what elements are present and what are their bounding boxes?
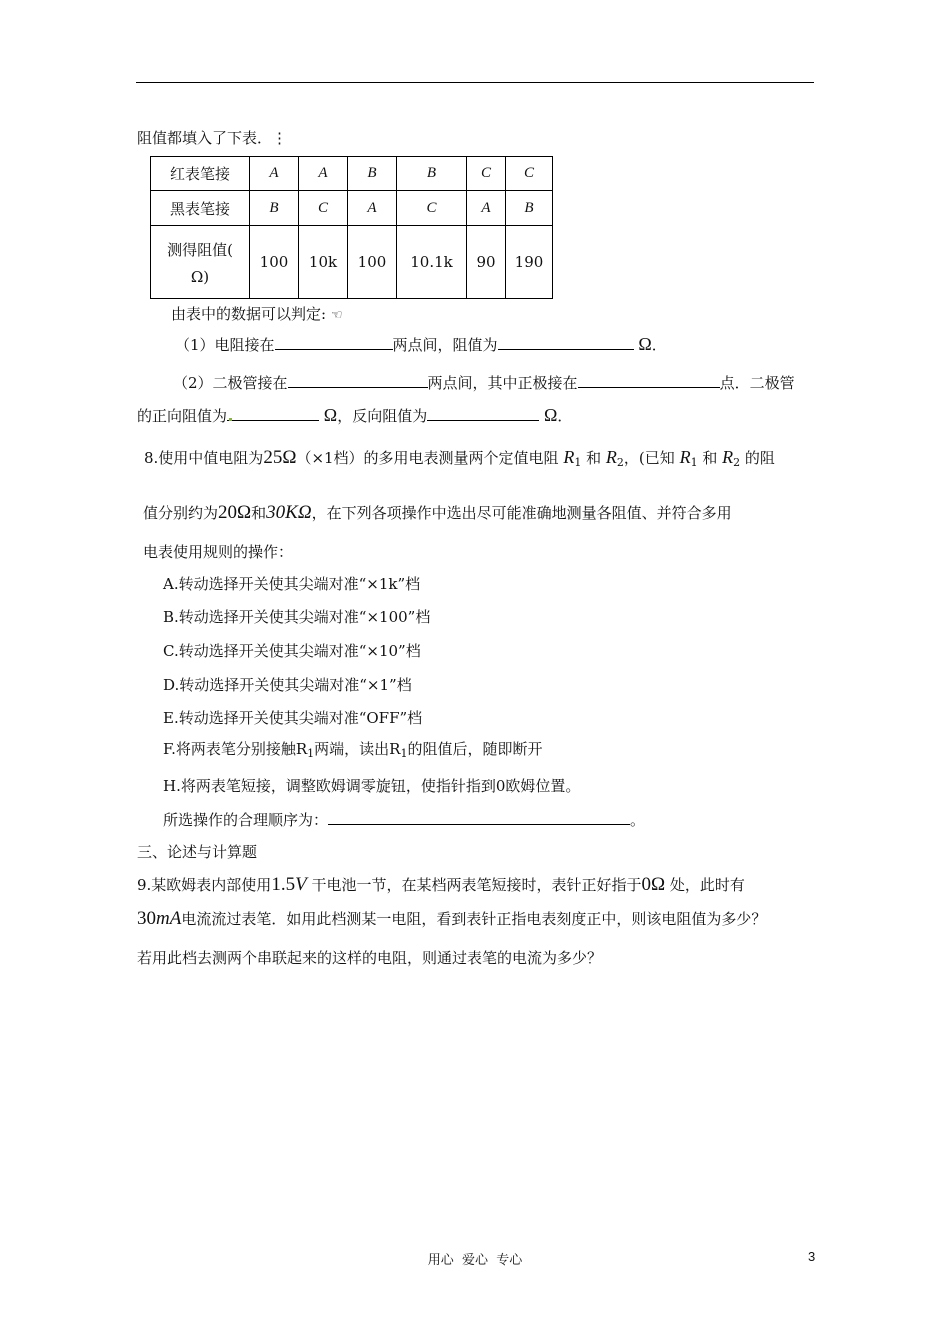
q8-text-a: 8.使用中值电阻为 xyxy=(144,449,264,467)
q8-text-f: ，在下列各项操作中选出尽可能准确地测量各阻值、并符合多用 xyxy=(311,504,732,522)
answer-blank[interactable] xyxy=(275,334,393,350)
cell: C xyxy=(397,191,467,226)
question-8-line-3: 电表使用规则的操作： xyxy=(143,543,294,561)
cell: A xyxy=(467,191,506,226)
question-9-line-3: 若用此档去测两个串联起来的这样的电阻，则通过表笔的电流为多少？ xyxy=(137,949,603,967)
intro-text: 阻值都填入了下表．⋮ xyxy=(137,129,288,147)
q2b-text-b: ，反向阻值为 xyxy=(337,407,428,425)
cell: 190 xyxy=(506,226,553,299)
question-9-line-1 xyxy=(137,872,745,898)
math-0-ohm: 0Ω xyxy=(641,874,666,895)
q1-text-b: 两点间，阻值为 xyxy=(392,336,498,354)
table-conclusion xyxy=(171,303,343,327)
answer-blank[interactable] xyxy=(328,809,630,825)
math-20-ohm: 20Ω xyxy=(218,502,252,523)
option-c: C.转动选择开关使其尖端对准“×10”档 xyxy=(163,642,421,660)
answer-blank[interactable] xyxy=(427,405,539,421)
cell: C xyxy=(506,157,553,191)
order-text: 所选操作的合理顺序为： xyxy=(163,811,329,829)
question-2 xyxy=(173,372,795,394)
cell: B xyxy=(397,157,467,191)
row-label-line2: Ω) xyxy=(190,267,210,286)
math-r: R xyxy=(563,447,575,467)
math-sub: 2 xyxy=(733,456,741,469)
row-label-red: 红表笔接 xyxy=(151,157,250,191)
option-f-text-b: 两端，读出R xyxy=(314,740,401,758)
q8-and: 和 xyxy=(586,449,602,467)
question-2-continued xyxy=(137,404,572,427)
q9-text-a: 9.某欧姆表内部使用 xyxy=(137,876,272,894)
math-1-5: 1.5 xyxy=(271,874,296,895)
order-question xyxy=(163,809,645,831)
q8-text-d: 的阻 xyxy=(744,449,775,467)
q1-end: ． xyxy=(651,336,667,354)
q2-text-a: （2）二极管接在 xyxy=(173,374,288,392)
conclusion-text: 由表中的数据可以判定: xyxy=(171,305,327,323)
q8-and: 和 xyxy=(702,449,718,467)
option-f xyxy=(163,738,542,762)
subscript: 1 xyxy=(307,747,315,760)
table-row-red xyxy=(151,157,553,191)
ohm-unit: Ω xyxy=(638,334,652,354)
option-h: H.将两表笔短接，调整欧姆调零旋钮，使指针指到0欧姆位置。 xyxy=(163,777,581,795)
table-row-values xyxy=(151,226,553,299)
q2-text-b: 两点间，其中正极接在 xyxy=(427,374,578,392)
option-d: D.转动选择开关使其尖端对准“×1”档 xyxy=(163,676,412,694)
q9-text-b: 干电池一节，在某档两表笔短接时，表针正好指于 xyxy=(311,876,642,894)
q8-text-b: （×1档）的多用电表测量两个定值电阻 xyxy=(296,449,559,467)
option-b: B.转动选择开关使其尖端对准“×100”档 xyxy=(163,608,431,626)
math-sub: 1 xyxy=(690,456,698,469)
cell: B xyxy=(250,191,299,226)
cell: C xyxy=(299,191,348,226)
cell: 10.1k xyxy=(397,226,467,299)
math-25-ohm: 25Ω xyxy=(263,447,297,468)
q1-text-a: （1）电阻接在 xyxy=(175,336,275,354)
math-sub: 1 xyxy=(574,456,582,469)
option-f-text-c: 的阻值后，随即断开 xyxy=(407,740,543,758)
option-e: E.转动选择开关使其尖端对准“OFF”档 xyxy=(163,709,423,727)
q8-and: 和 xyxy=(251,504,267,522)
question-8-line-2 xyxy=(143,500,732,526)
row-label-line1: 测得阻值( xyxy=(167,240,233,259)
math-v: V xyxy=(295,874,307,895)
cell: 100 xyxy=(250,226,299,299)
cell: B xyxy=(506,191,553,226)
cell: 100 xyxy=(348,226,397,299)
math-ma: mA xyxy=(156,908,182,929)
mark-dot xyxy=(229,418,232,421)
q2b-text-a: 的正向阻值为 xyxy=(137,407,228,425)
q8-text-e: 值分别约为 xyxy=(143,504,219,522)
cell: A xyxy=(299,157,348,191)
math-r: R xyxy=(722,447,734,467)
ohm-unit: Ω xyxy=(323,405,338,425)
cell: B xyxy=(348,157,397,191)
q2b-end: ． xyxy=(557,407,573,425)
q9-text-c: 处，此时有 xyxy=(669,876,745,894)
ohm-unit: Ω xyxy=(543,405,558,425)
cell: A xyxy=(348,191,397,226)
q2-text-c: 点．二极管 xyxy=(719,374,795,392)
cell: 10k xyxy=(299,226,348,299)
order-end: 。 xyxy=(630,811,646,829)
row-label-resistance xyxy=(151,226,250,299)
answer-blank[interactable] xyxy=(578,372,720,388)
cell: A xyxy=(250,157,299,191)
math-r: R xyxy=(605,447,617,467)
answer-blank[interactable] xyxy=(227,405,319,421)
math-r: R xyxy=(679,447,691,467)
header-rule xyxy=(136,82,814,83)
page-footer: 用心 爱心 专心 xyxy=(427,1253,523,1268)
page-number: 3 xyxy=(808,1249,816,1264)
cell: C xyxy=(467,157,506,191)
math-sub: 2 xyxy=(616,456,624,469)
subscript: 1 xyxy=(400,747,408,760)
option-f-text-a: F.将两表笔分别接触R xyxy=(163,740,308,758)
answer-blank[interactable] xyxy=(288,372,428,388)
measurement-table xyxy=(150,156,553,299)
question-1 xyxy=(175,333,667,356)
question-9-line-2 xyxy=(137,906,766,932)
math-30: 30 xyxy=(137,908,156,929)
math-30k-ohm: 30KΩ xyxy=(266,502,312,523)
question-8-line-1 xyxy=(144,444,775,473)
row-label-black: 黑表笔接 xyxy=(151,191,250,226)
q9-text-d: 电流流过表笔．如用此档测某一电阻，看到表针正指电表刻度正中，则该电阻值为多少？ xyxy=(181,910,767,928)
option-a: A.转动选择开关使其尖端对准“×1k”档 xyxy=(163,575,421,593)
pointing-hand-icon: ☜ xyxy=(330,308,343,323)
table-row-black xyxy=(151,191,553,226)
cell: 90 xyxy=(467,226,506,299)
answer-blank[interactable] xyxy=(498,334,634,350)
q8-text-c: ，(已知 xyxy=(623,449,675,467)
section-heading: 三、论述与计算题 xyxy=(137,843,258,861)
